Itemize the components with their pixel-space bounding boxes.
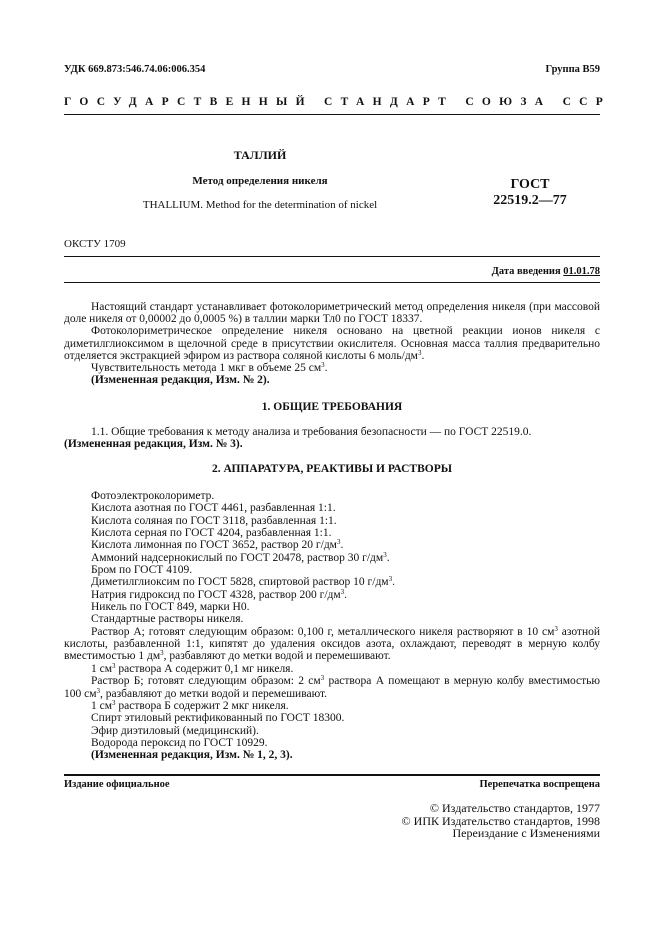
gost-number: 22519.2—77 bbox=[493, 193, 567, 208]
section-1-heading: 1. ОБЩИЕ ТРЕБОВАНИЯ bbox=[261, 401, 403, 413]
intro-paragraph-2: Фотоколориметрическое определение никеля основано на цветной реакции ионов никеля с диметилглиоксимом в щелочной среде в присутствии окислителя. Основная масса таллия предварительно отделяется экстракцией эфиром из раствора соляной кислоты 6 моль/$дм^3$. bbox=[64, 325, 600, 362]
copyright-line-1: © Издательство стандартов, 1977 bbox=[429, 801, 600, 815]
list-item: Диметилглиоксим по ГОСТ 5828, спиртовой раствор 10 $г/дм^3$. bbox=[91, 575, 395, 589]
list-item: Никель по ГОСТ 849, марки Н0. bbox=[91, 601, 250, 614]
intro-paragraph-3: Чувствительность метода 1 мкг в объеме 25 $см^3$. bbox=[91, 361, 328, 375]
group-code: Группа В59 bbox=[545, 64, 600, 75]
okstu-rule bbox=[64, 256, 600, 257]
list-item: Кислота азотная по ГОСТ 4461, разбавленная 1:1. bbox=[91, 502, 336, 515]
gost-label: ГОСТ bbox=[510, 177, 550, 192]
intro-date-label: Дата введения bbox=[491, 266, 561, 277]
copyright-block bbox=[402, 802, 600, 840]
section-1-amendment: (Измененная редакция, Изм. № 3). bbox=[64, 438, 243, 451]
copyright-line-2: © ИПК Издательство стандартов, 1998 bbox=[401, 813, 600, 828]
list-item: Спирт этиловый ректификованный по ГОСТ 18300. bbox=[91, 712, 345, 725]
list-item: Эфир диэтиловый (медицинский). bbox=[91, 724, 259, 737]
doc-title: ТАЛЛИЙ bbox=[233, 148, 287, 162]
doc-subtitle: Метод определения никеля bbox=[192, 175, 328, 187]
list-item: Водорода пероксид по ГОСТ 10929. bbox=[91, 736, 268, 749]
intro-date bbox=[492, 266, 600, 277]
udk-code: УДК 669.873:546.74.06:006.354 bbox=[64, 64, 206, 75]
list-item: 1 $см^3$ раствора А содержит 0,1 мг никеля. bbox=[91, 661, 294, 675]
intro-amendment: (Измененная редакция, Изм. № 2). bbox=[91, 374, 270, 387]
date-rule bbox=[64, 282, 600, 283]
header-rule bbox=[64, 114, 600, 115]
intro-paragraph-1: Настоящий стандарт устанавливает фотоколориметрический метод определения никеля (при массовой доле никеля от 0,00002 до 0,0005 %) в таллии марки Тл0 по ГОСТ 18337. bbox=[64, 301, 600, 326]
list-item: Кислота серная по ГОСТ 4204, разбавленная 1:1. bbox=[91, 527, 332, 540]
list-item: Натрия гидроксид по ГОСТ 4328, раствор 200 $г/дм^3$. bbox=[91, 587, 348, 601]
list-item: Аммоний надсернокислый по ГОСТ 20478, раствор 30 $г/дм^3$. bbox=[91, 550, 390, 564]
list-item: Бром по ГОСТ 4109. bbox=[91, 564, 193, 577]
list-item: Кислота лимонная по ГОСТ 3652, раствор 20 $г/дм^3$. bbox=[91, 538, 344, 552]
intro-block bbox=[64, 301, 600, 386]
list-item: Раствор А; готовят следующим образом: 0,100 г, металлического никеля растворяют в 10 $см^3$ азотной кислоты, разбавленной 1:1, кипятят до удаления оксидов азота, охлаждают, переводят в мерную колбу вместимостью 1 $дм^3$, разбавляют до метки водой и перемешивают. bbox=[64, 624, 600, 663]
list-item: Фотоэлектроколориметр. bbox=[91, 490, 215, 502]
section-2-heading: 2. АППАРАТУРА, РЕАКТИВЫ И РАСТВОРЫ bbox=[211, 463, 453, 475]
list-item: 1 $см^3$ раствора Б содержит 2 мкг никеля. bbox=[91, 698, 289, 712]
intro-date-value: 01.01.78 bbox=[563, 266, 600, 277]
doc-english-title: THALLIUM. Method for the determination of nickel bbox=[142, 199, 378, 211]
reprint-notice: Перепечатка воспрещена bbox=[479, 779, 600, 790]
list-item: Раствор Б; готовят следующим образом: 2 $см^3$ раствора А помещают в мерную колбу вместимостью 100 $см^3$, разбавляют до метки водой и перемешивают. bbox=[64, 674, 600, 700]
section-2-amendment: (Измененная редакция, Изм. № 1, 2, 3). bbox=[91, 749, 293, 762]
list-item: Стандартные растворы никеля. bbox=[91, 613, 244, 626]
okstu-code: ОКСТУ 1709 bbox=[64, 238, 126, 250]
footer-rule bbox=[64, 774, 600, 776]
reissue-note: Переиздание с Изменениями bbox=[452, 826, 600, 840]
state-standard-line: ГОСУДАРСТВЕННЫЙ СТАНДАРТ СОЮЗА ССР bbox=[64, 96, 612, 108]
reagents-list bbox=[64, 490, 600, 762]
official-edition: Издание официальное bbox=[64, 779, 170, 790]
section-1-body bbox=[64, 426, 600, 450]
section-1-text: 1.1. Общие требования к методу анализа и требования безопасности — по ГОСТ 22519.0. bbox=[91, 426, 532, 438]
list-item: Кислота соляная по ГОСТ 3118, разбавленная 1:1. bbox=[91, 514, 337, 527]
